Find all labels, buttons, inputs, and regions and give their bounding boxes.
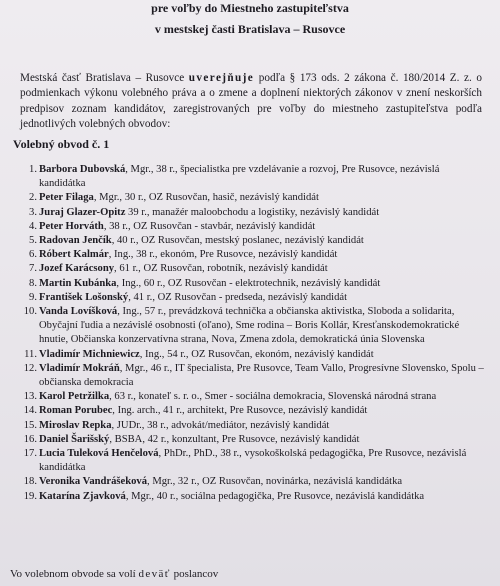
- candidate-number: 3.: [29, 206, 37, 218]
- candidate-item: [20, 390, 488, 404]
- intro-paragraph: [20, 71, 482, 132]
- candidate-details: 39 r., manažér maloobchodu a logistiky, nezávislý kandidát: [125, 206, 380, 218]
- candidate-item: [20, 362, 488, 390]
- candidate-item: [20, 191, 488, 205]
- candidate-details: , Ing., 38 r., ekonóm, Pre Rusovce, nezávislý kandidát: [108, 249, 338, 261]
- candidate-details: , Ing., 54 r., OZ Rusovčan, ekonóm, nezávislý kandidát: [139, 348, 374, 360]
- footer-note: [10, 567, 218, 581]
- intro-verb: uverejňuje: [188, 72, 255, 85]
- candidate-number: 19.: [23, 490, 37, 502]
- candidate-name: Lucia Tuleková Henčelová: [39, 448, 159, 460]
- candidate-details: , Ing. arch., 41 r., architekt, Pre Rusovce, nezávislý kandidát: [112, 405, 368, 417]
- candidate-details: , PhDr., PhD., 38 r., vysokoškolská pedagogička, Pre Rusovce, nezávislá kandidátka: [39, 448, 467, 474]
- candidate-item: [20, 305, 488, 348]
- candidate-details: , Ing., 57 r., prevádzková technička a občianska aktivistka, Sloboda a solidarita, Obyčajní ľudia a nezávislé osobnosti (oľano), Sme rodina – Boris Kollár, Kresťanskodemokratické hnutie, Občianska konzervatívna strana, Nova, Zmena zdola, demokratická únia Slovenska: [39, 306, 460, 346]
- candidate-name: Karol Petržilka: [39, 391, 110, 403]
- candidate-item: [20, 419, 488, 433]
- candidate-number: 13.: [23, 391, 37, 403]
- candidate-item: [20, 206, 488, 220]
- intro-text-after: podľa § 173 ods. 2 zákona č. 180/2014 Z. z. o podmienkach výkonu volebného práva a o zmene a doplnení niektorých zákonov v znení neskorších predpisov zoznam kandidátov, zaregistrovaných pre voľby do miestneho zastupiteľstva podľa jednotlivých volebných obvodov:: [20, 72, 482, 131]
- candidate-number: 14.: [23, 405, 37, 417]
- candidate-name: Miroslav Repka: [39, 419, 112, 431]
- candidate-item: [20, 475, 488, 489]
- candidate-item: [20, 234, 488, 248]
- candidate-details: , BSBA, 42 r., konzultant, Pre Rusovce, nezávislý kandidát: [109, 433, 360, 445]
- candidate-name: Radovan Jenčík: [39, 235, 112, 247]
- candidate-details: , Mgr., 38 r., špecialistka pre vzdelávanie a rozvoj, Pre Rusovce, nezávislá kandidátka: [39, 164, 440, 190]
- candidate-item: [20, 433, 488, 447]
- candidate-details: , 61 r., OZ Rusovčan, robotník, nezávislý kandidát: [114, 263, 328, 275]
- candidate-name: Martin Kubánka: [39, 277, 117, 289]
- document-title-line-2: v mestskej časti Bratislava – Rusovce: [154, 22, 346, 36]
- candidate-number: 16.: [23, 433, 37, 445]
- seat-count: deväť: [138, 568, 171, 580]
- document-title-line-1: pre voľby do Miestneho zastupiteľstva: [151, 1, 349, 15]
- candidate-number: 8.: [29, 277, 37, 289]
- candidate-name: Vanda Lovíšková: [39, 306, 118, 318]
- intro-text-before: Mestská časť Bratislava – Rusovce: [20, 72, 189, 85]
- candidate-item: [20, 248, 488, 262]
- footer-text-before: Vo volebnom obvode sa volí: [10, 568, 139, 580]
- candidate-number: 6.: [29, 249, 37, 261]
- candidate-number: 12.: [23, 362, 37, 374]
- candidate-name: Katarína Zjavková: [39, 490, 126, 502]
- candidate-item: [20, 220, 488, 234]
- candidate-details: , 38 r., OZ Rusovčan - stavbár, nezávislý kandidát: [103, 220, 316, 232]
- candidate-item: [20, 262, 488, 276]
- candidate-details: , Mgr., 46 r., IT špecialista, Pre Rusovce, Team Vallo, Progresívne Slovensko, Spolu – občianska demokracia: [39, 362, 484, 389]
- candidate-item: [20, 447, 488, 475]
- candidate-details: , 41 r., OZ Rusovčan - predseda, nezávislý kandidát: [128, 291, 348, 303]
- candidate-number: 11.: [24, 348, 37, 360]
- candidate-list: [20, 163, 488, 504]
- candidate-number: 15.: [23, 419, 37, 431]
- candidate-number: 10.: [23, 306, 37, 318]
- candidate-number: 4.: [29, 220, 37, 232]
- candidate-number: 2.: [29, 192, 37, 204]
- candidate-name: Róbert Kalmár: [39, 249, 109, 261]
- candidate-name: Roman Porubec: [39, 405, 113, 417]
- candidate-name: František Lošonský: [39, 291, 129, 303]
- candidate-name: Barbora Dubovská: [39, 164, 126, 175]
- candidate-item: [20, 404, 488, 418]
- candidate-item: [20, 490, 488, 504]
- district-heading: Volebný obvod č. 1: [13, 137, 110, 151]
- candidate-item: [20, 291, 488, 305]
- candidate-name: Veronika Vandrášeková: [39, 476, 148, 488]
- candidate-number: 18.: [23, 476, 37, 488]
- candidate-details: , Mgr., 30 r., OZ Rusovčan, hasič, nezávislý kandidát: [93, 192, 319, 204]
- candidate-name: Daniel Šarišský: [39, 433, 110, 445]
- candidate-number: 5.: [29, 235, 37, 247]
- candidate-number: 7.: [29, 263, 37, 275]
- candidate-number: 1.: [29, 164, 37, 175]
- footer-text-after: poslancov: [170, 568, 219, 580]
- candidate-name: Vladimír Mokráň: [39, 362, 120, 374]
- candidate-name: Vladimír Michniewicz: [39, 348, 140, 360]
- candidate-name: Peter Filaga: [39, 192, 94, 204]
- candidate-name: Juraj Glazer-Opitz: [39, 206, 126, 218]
- candidate-details: , Mgr., 32 r., OZ Rusovčan, novinárka, nezávislá kandidátka: [147, 476, 403, 488]
- candidate-item: [20, 277, 488, 291]
- candidate-number: 17.: [23, 448, 37, 460]
- candidate-details: , Mgr., 40 r., sociálna pedagogička, Pre Rusovce, nezávislá kandidátka: [125, 490, 425, 502]
- candidate-name: Peter Horváth: [39, 220, 104, 232]
- candidate-details: , 40 r., OZ Rusovčan, mestský poslanec, nezávislý kandidát: [111, 235, 364, 247]
- candidate-details: , JUDr., 38 r., advokát/mediátor, nezávislý kandidát: [111, 419, 330, 431]
- candidate-item: [20, 348, 488, 362]
- candidate-details: , Ing., 60 r., OZ Rusovčan - elektrotechnik, nezávislý kandidát: [116, 277, 381, 289]
- candidate-name: Jozef Karácsony: [39, 263, 115, 275]
- candidate-number: 9.: [29, 291, 37, 303]
- candidate-item: [20, 163, 488, 191]
- candidate-details: , 63 r., konateľ s. r. o., Smer - sociálna demokracia, Slovenská národná strana: [109, 391, 437, 403]
